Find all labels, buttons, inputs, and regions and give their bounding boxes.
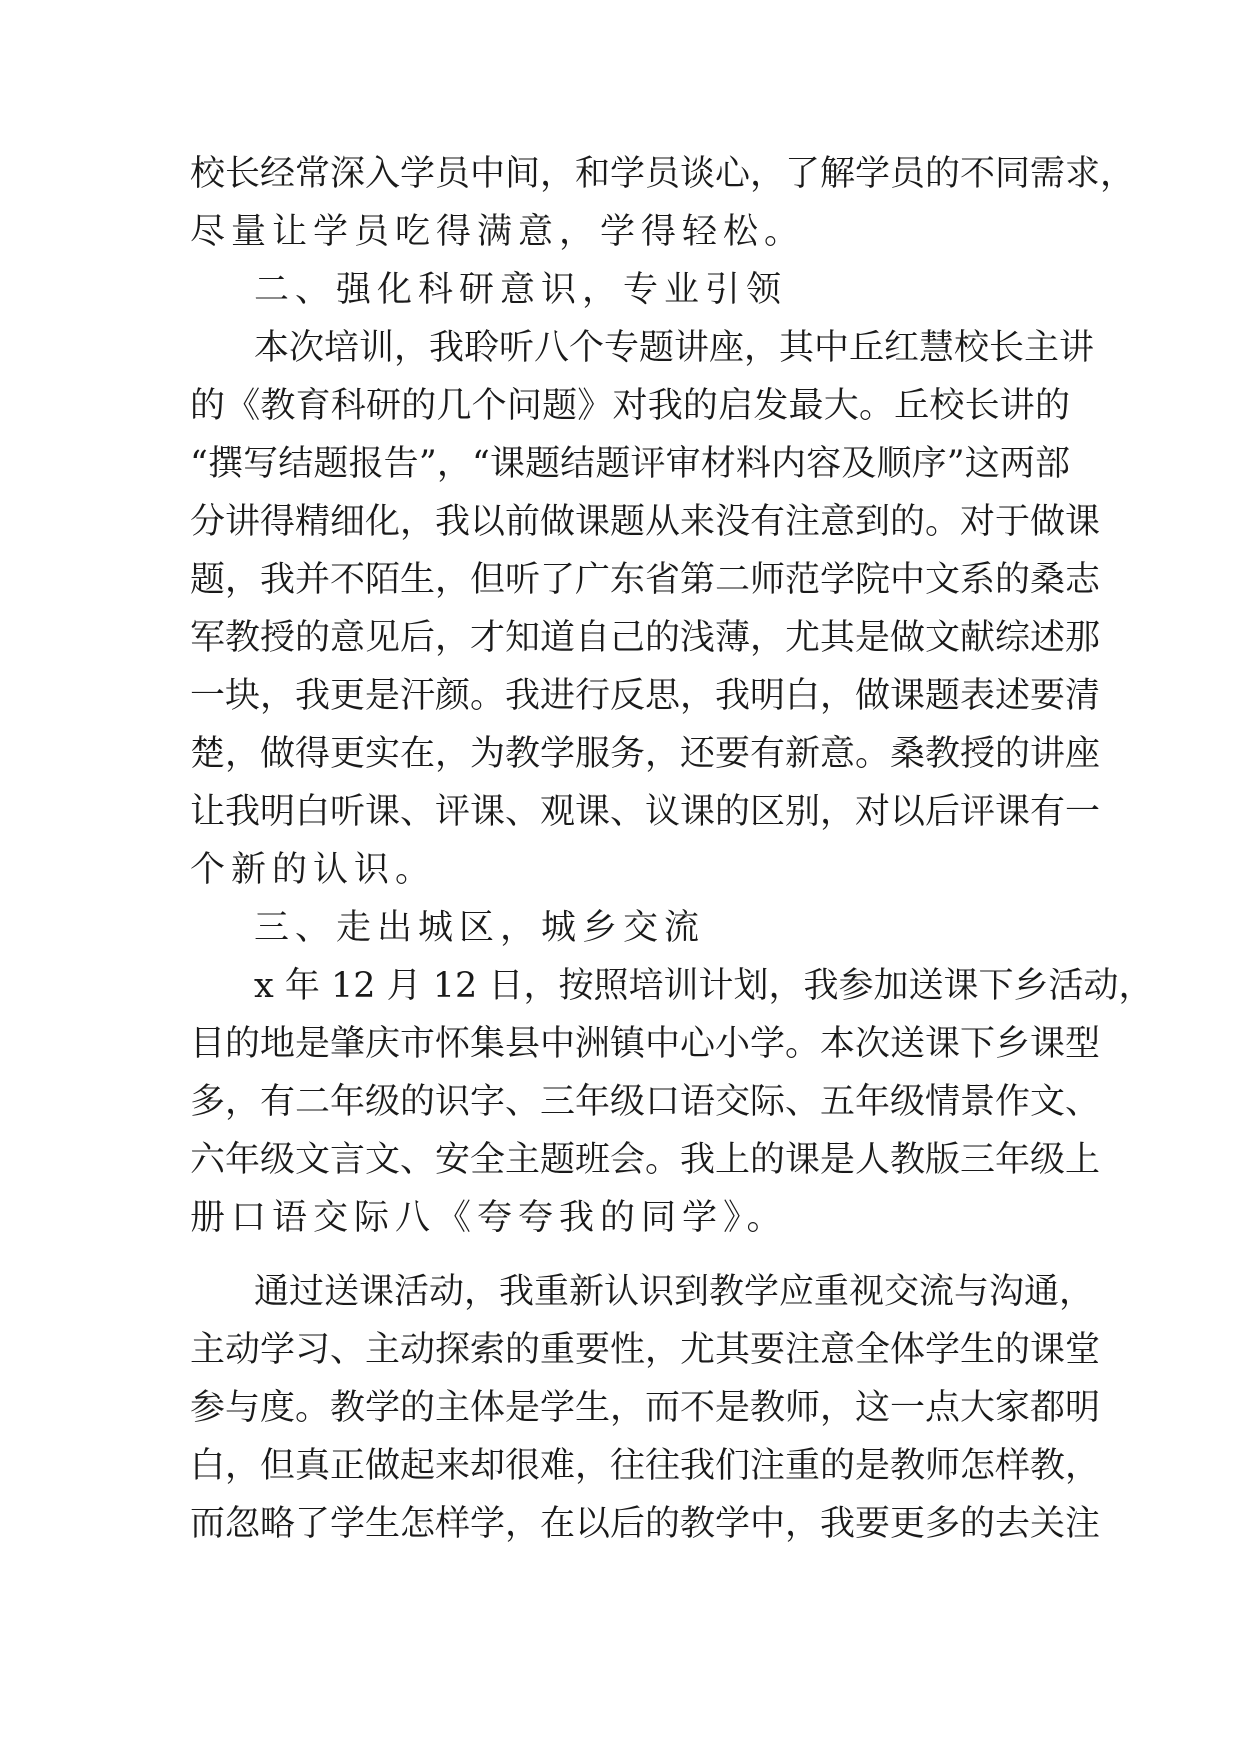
text-line: 分讲得精细化，我以前做课题从来没有注意到的。对于做课 xyxy=(190,502,1101,542)
text-line: 的《教育科研的几个问题》对我的启发最大。丘校长讲的 xyxy=(190,386,1070,426)
text-line: 个新的认识。 xyxy=(190,850,437,890)
section-heading: 二、强化科研意识，专业引领 xyxy=(254,270,788,310)
text-line: 目的地是肇庆市怀集县中洲镇中心小学。本次送课下乡课型 xyxy=(190,1024,1101,1064)
text-line: 册口语交际八《夸夸我的同学》。 xyxy=(190,1198,788,1238)
text-line: 尽量让学员吃得满意，学得轻松。 xyxy=(190,212,806,252)
text-line: 楚，做得更实在，为教学服务，还要有新意。桑教授的讲座 xyxy=(190,734,1101,774)
text-line: x 年 12 月 12 日，按照培训计划，我参加送课下乡活动， xyxy=(254,966,1154,1006)
text-line: 六年级文言文、安全主题班会。我上的课是人教版三年级上 xyxy=(190,1140,1101,1180)
text-line: 多，有二年级的识字、三年级口语交际、五年级情景作文、 xyxy=(190,1082,1101,1122)
text-line: 参与度。教学的主体是学生，而不是教师，这一点大家都明 xyxy=(190,1388,1101,1428)
text-line: 通过送课活动，我重新认识到教学应重视交流与沟通， xyxy=(254,1272,1095,1312)
text-line: 军教授的意见后，才知道自己的浅薄，尤其是做文献综述那 xyxy=(190,618,1101,658)
text-line: 题，我并不陌生，但听了广东省第二师范学院中文系的桑志 xyxy=(190,560,1101,600)
text-line: 主动学习、主动探索的重要性，尤其要注意全体学生的课堂 xyxy=(190,1330,1101,1370)
text-line: 本次培训，我聆听八个专题讲座，其中丘红慧校长主讲 xyxy=(254,328,1095,368)
text-line: 一块，我更是汗颜。我进行反思，我明白，做课题表述要清 xyxy=(190,676,1101,716)
text-line: 而忽略了学生怎样学，在以后的教学中，我要更多的去关注 xyxy=(190,1504,1101,1544)
text-line: “撰写结题报告”，“课题结题评审材料内容及顺序”这两部 xyxy=(190,444,1070,484)
text-line: 白，但真正做起来却很难，往往我们注重的是教师怎样教， xyxy=(190,1446,1101,1486)
text-line: 校长经常深入学员中间，和学员谈心，了解学员的不同需求， xyxy=(190,154,1136,194)
section-heading: 三、走出城区，城乡交流 xyxy=(254,908,706,948)
text-line: 让我明白听课、评课、观课、议课的区别，对以后评课有一 xyxy=(190,792,1101,832)
